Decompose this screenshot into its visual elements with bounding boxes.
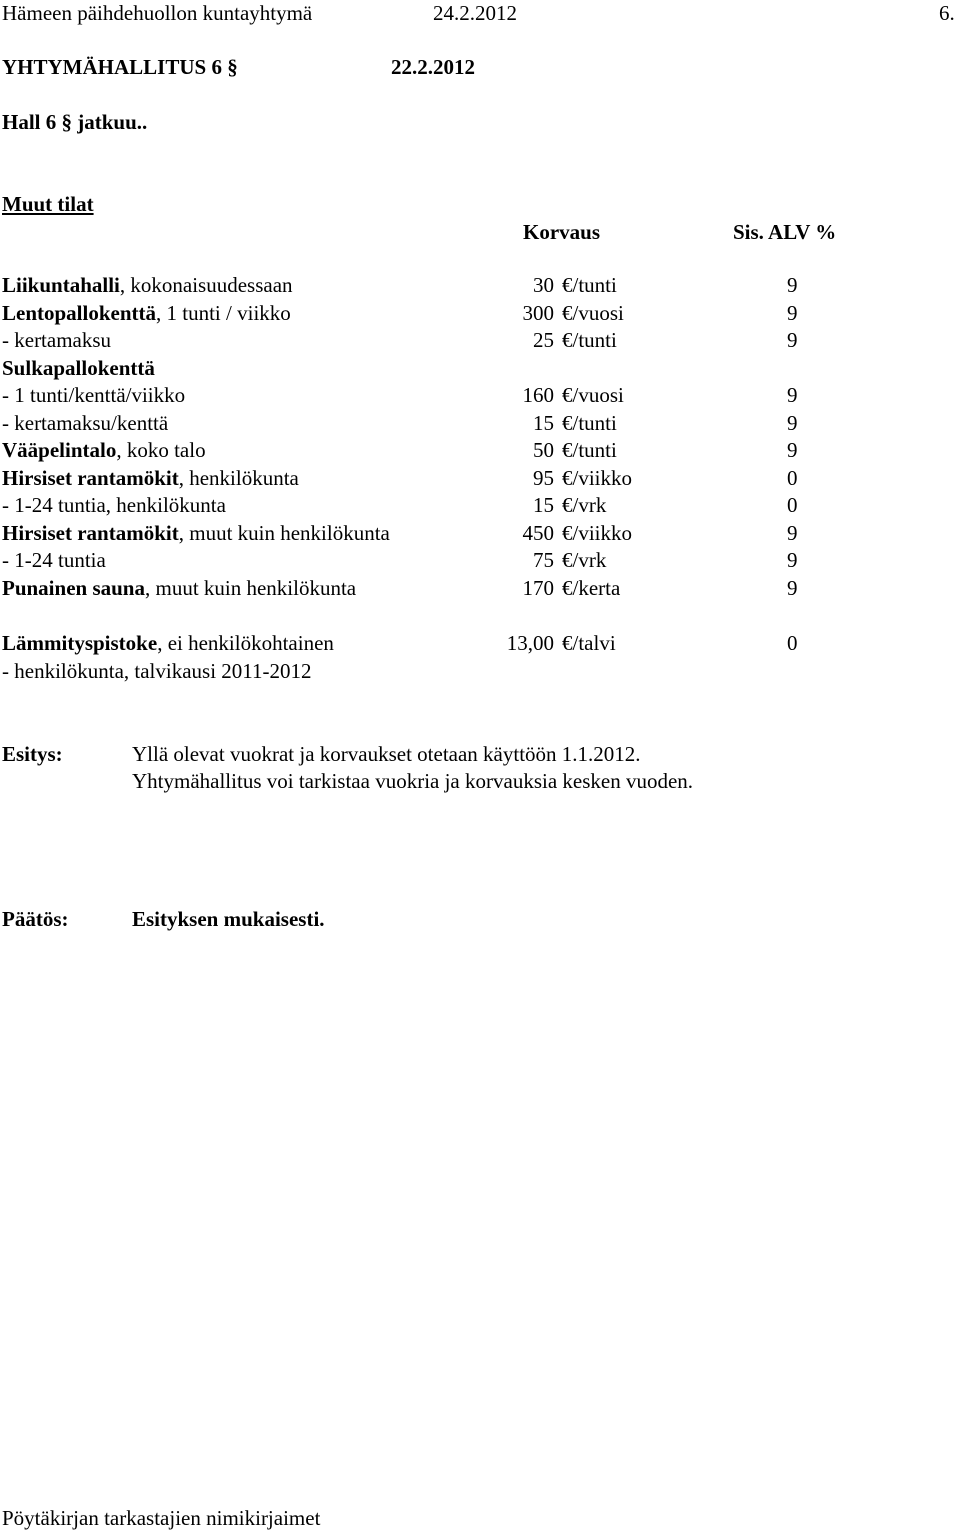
row-item-name [2,300,291,328]
table-row [2,658,902,686]
decision-text: Esityksen mukaisesti. [132,907,325,931]
table-row [2,410,902,438]
row-vat: 9 [787,383,798,407]
row-item-name [2,355,155,383]
row-vat: 9 [787,300,798,325]
row-amount: 13,00 [506,631,554,655]
row-amount: 170 [522,575,554,600]
row-item-name [2,547,106,575]
section-continues: Hall 6 § jatkuu.. [2,110,148,134]
row-amount: 75 [533,548,554,572]
row-item-name [2,410,168,438]
row-unit: €/talvi [562,631,616,655]
row-vat: 9 [787,438,798,462]
board-date: 22.2.2012 [391,55,475,79]
row-item-name-rest: - 1-24 tuntia [2,548,106,572]
table-row [2,355,902,383]
fee-table [2,272,902,602]
row-unit: €/vuosi [562,300,624,325]
row-item-name [2,658,312,686]
row-amount: 300 [522,300,554,325]
row-vat: 0 [787,631,798,655]
row-item-name-rest: - henkilökunta, talvikausi 2011-2012 [2,658,312,683]
decision-label: Päätös: [2,907,69,931]
row-vat: 9 [787,410,798,435]
row-amount: 95 [533,465,554,490]
row-unit: €/kerta [562,575,621,600]
row-item-name-rest: , kokonaisuudessaan [119,273,293,297]
row-item-name-rest: , muut kuin henkilökunta [178,520,390,545]
row-vat: 0 [787,493,798,517]
row-item-name-bold: Sulkapallokenttä [2,355,155,380]
column-header-vat: Sis. ALV % [733,220,837,244]
row-amount: 15 [533,493,554,517]
proposal-text-line-2: Yhtymähallitus voi tarkistaa vuokria ja korvauksia kesken vuoden. [132,769,694,793]
row-unit: €/vrk [562,548,607,572]
footer-initials: Pöytäkirjan tarkastajien nimikirjaimet [2,1506,321,1530]
row-amount: 160 [522,383,554,407]
row-vat: 0 [787,465,798,490]
table-row [2,520,902,548]
table-row [2,272,902,300]
proposal-text-line-1: Yllä olevat vuokrat ja korvaukset otetaan käyttöön 1.1.2012. [132,742,641,766]
proposal-label: Esitys: [2,742,63,766]
row-item-name [2,520,390,548]
row-unit: €/vrk [562,493,607,517]
header-organization: Hämeen päihdehuollon kuntayhtymä [2,1,313,25]
row-item-name-bold: Lämmityspistoke [2,631,158,655]
board-title [2,54,238,82]
row-item-name [2,327,111,355]
row-unit: €/viikko [562,520,633,545]
row-item-name-rest: , 1 tunti / viikko [156,300,291,325]
row-vat: 9 [787,328,798,352]
page-number: 6. [939,1,955,25]
row-vat: 9 [787,575,798,600]
row-amount: 30 [533,273,554,297]
row-item-name-rest: , henkilökunta [178,465,299,490]
heating-fee-table [2,630,902,685]
row-item-name [2,465,299,493]
table-row [2,382,902,410]
row-item-name-rest: , ei henkilökohtainen [157,631,334,655]
row-unit: €/tunti [562,438,617,462]
row-item-name-bold: Hirsiset rantamökit [2,520,179,545]
row-amount: 15 [533,410,554,435]
row-unit: €/tunti [562,273,617,297]
row-item-name-rest: - kertamaksu [2,328,112,352]
row-item-name-rest: - 1-24 tuntia, henkilökunta [2,493,226,517]
row-vat: 9 [787,273,798,297]
row-item-name [2,272,293,300]
table-row [2,575,902,603]
row-amount: 450 [522,520,554,545]
row-item-name-rest: , muut kuin henkilökunta [144,575,357,600]
table-row [2,327,902,355]
row-item-name-rest: , koko talo [116,438,206,462]
row-item-name [2,575,356,603]
row-item-name [2,630,334,658]
section-title: Muut tilat [2,192,94,216]
row-item-name-bold: Punainen sauna [2,575,145,600]
row-item-name-bold: Lentopallokenttä [2,300,157,325]
row-unit: €/viikko [562,465,633,490]
board-name: YHTYMÄHALLITUS 6 § [2,55,238,79]
table-row [2,437,902,465]
row-item-name [2,492,226,520]
row-vat: 9 [787,520,798,545]
row-item-name-bold: Liikuntahalli [2,273,120,297]
row-item-name [2,437,206,465]
row-item-name-bold: Hirsiset rantamökit [2,465,179,490]
row-amount: 25 [533,328,554,352]
table-row [2,547,902,575]
table-row [2,492,902,520]
row-amount: 50 [533,438,554,462]
row-item-name [2,382,185,410]
row-unit: €/vuosi [562,383,624,407]
table-row [2,630,902,658]
row-item-name-rest: - 1 tunti/kenttä/viikko [2,383,186,407]
row-unit: €/tunti [562,410,617,435]
header-date: 24.2.2012 [433,1,517,25]
column-header-compensation: Korvaus [523,220,601,244]
row-unit: €/tunti [562,328,617,352]
row-item-name-rest: - kertamaksu/kenttä [2,410,169,435]
table-row [2,465,902,493]
row-vat: 9 [787,548,798,572]
table-row [2,300,902,328]
row-item-name-bold: Vääpelintalo [2,438,117,462]
